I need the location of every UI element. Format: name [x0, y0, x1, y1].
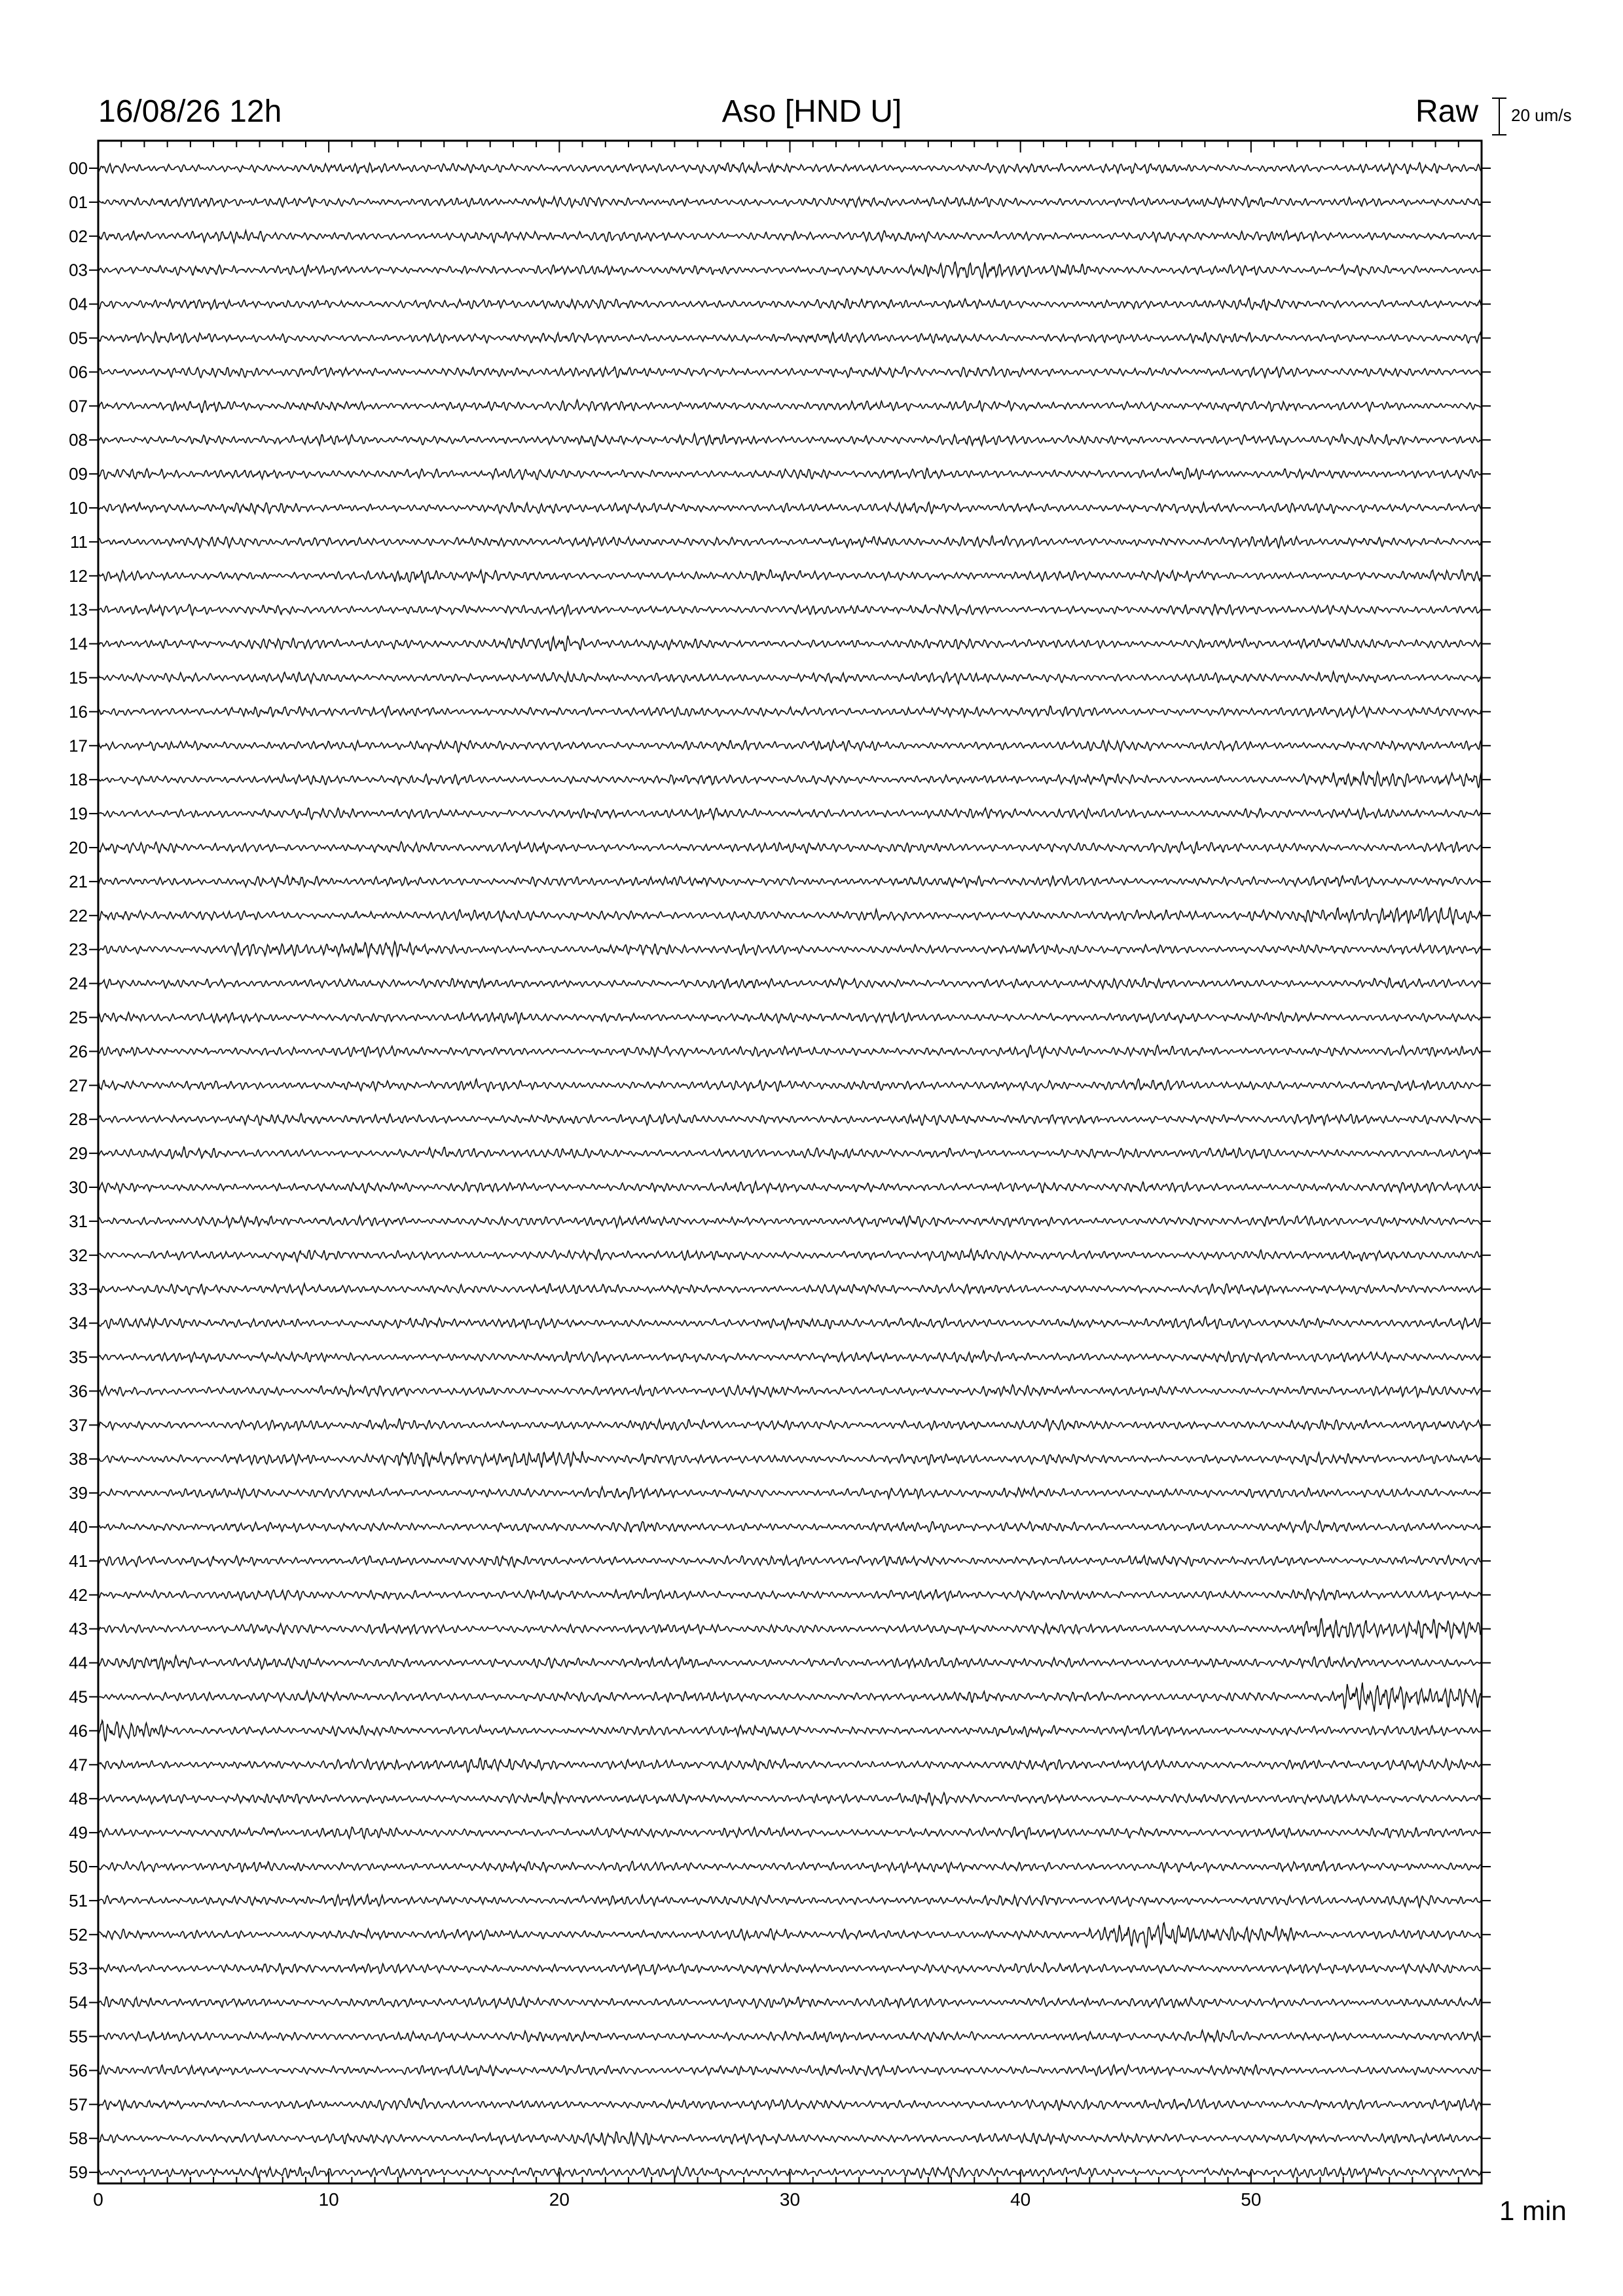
trace-row-00: [98, 162, 1482, 174]
top-axis-ticks: [98, 141, 1482, 152]
trace-row-10: [98, 502, 1482, 513]
row-label: 03: [69, 260, 88, 280]
x-unit-label: 1 min: [1499, 2195, 1567, 2226]
row-label: 37: [69, 1415, 88, 1435]
row-label: 39: [69, 1483, 88, 1503]
x-tick-label: 20: [549, 2189, 570, 2210]
row-label: 54: [69, 1992, 88, 2013]
row-label: 46: [69, 1721, 88, 1741]
trace-row-39: [98, 1487, 1482, 1499]
trace-row-55: [98, 2030, 1482, 2042]
scale-label: 20 um/s: [1511, 105, 1572, 125]
trace-row-30: [98, 1181, 1482, 1193]
mode-title: Raw: [1415, 94, 1478, 129]
trace-row-54: [98, 1997, 1482, 2008]
trace-row-04: [98, 298, 1482, 310]
row-label: 32: [69, 1245, 88, 1265]
row-label: 23: [69, 939, 88, 960]
row-label: 02: [69, 226, 88, 246]
row-label: 43: [69, 1619, 88, 1639]
trace-row-01: [98, 197, 1482, 207]
row-label: 24: [69, 973, 88, 994]
trace-row-23: [98, 942, 1482, 958]
row-label: 58: [69, 2128, 88, 2149]
trace-row-11: [98, 536, 1482, 548]
trace-row-52: [98, 1923, 1482, 1948]
row-label: 20: [69, 838, 88, 857]
trace-row-22: [98, 907, 1482, 924]
trace-row-07: [98, 400, 1482, 412]
trace-row-17: [98, 740, 1482, 753]
trace-row-42: [98, 1588, 1482, 1601]
row-label: 19: [69, 804, 88, 824]
trace-row-44: [98, 1656, 1482, 1670]
row-label: 18: [69, 770, 88, 790]
trace-row-34: [98, 1317, 1482, 1329]
trace-row-12: [98, 570, 1482, 583]
trace-row-20: [98, 842, 1482, 853]
trace-row-56: [98, 2065, 1482, 2076]
row-label: 27: [69, 1075, 88, 1096]
trace-row-16: [98, 706, 1482, 717]
trace-row-43: [98, 1619, 1482, 1638]
row-label: 50: [69, 1857, 88, 1876]
x-tick-label: 40: [1010, 2189, 1031, 2210]
row-label: 44: [69, 1653, 88, 1673]
trace-row-05: [98, 332, 1482, 343]
row-label: 01: [69, 192, 88, 212]
plot-frame: [98, 141, 1482, 2183]
row-label: 55: [69, 2026, 88, 2047]
trace-row-03: [98, 262, 1482, 278]
trace-row-32: [98, 1249, 1482, 1262]
amplitude-scale-bar: [1492, 98, 1506, 135]
trace-row-15: [98, 672, 1482, 684]
row-label: 14: [69, 634, 88, 654]
x-tick-label: 30: [779, 2189, 801, 2210]
row-label: 12: [69, 565, 88, 586]
x-tick-label: 0: [93, 2189, 103, 2210]
row-label: 34: [69, 1313, 88, 1333]
trace-row-58: [98, 2132, 1482, 2145]
trace-row-18: [98, 772, 1482, 788]
row-label: 51: [69, 1890, 88, 1910]
row-label: 28: [69, 1109, 88, 1130]
x-tick-label: 50: [1241, 2189, 1262, 2210]
trace-row-08: [98, 434, 1482, 446]
row-labels: [69, 158, 98, 2182]
row-label: 15: [69, 668, 88, 688]
row-label: 04: [69, 294, 88, 314]
row-label: 00: [69, 158, 88, 178]
bottom-axis-tick-labels: [93, 2189, 1261, 2210]
trace-row-36: [98, 1385, 1482, 1397]
trace-row-09: [98, 468, 1482, 480]
trace-row-48: [98, 1793, 1482, 1805]
row-label: 11: [70, 531, 88, 552]
trace-row-40: [98, 1521, 1482, 1533]
row-label: 31: [69, 1211, 88, 1231]
trace-row-24: [98, 978, 1482, 988]
x-tick-label: 10: [318, 2189, 339, 2210]
trace-row-47: [98, 1758, 1482, 1772]
trace-row-21: [98, 876, 1482, 888]
trace-row-51: [98, 1895, 1482, 1908]
row-label: 53: [69, 1958, 88, 1979]
trace-row-28: [98, 1113, 1482, 1125]
row-label: 38: [69, 1449, 88, 1469]
row-label: 21: [69, 871, 88, 891]
date-hour-title: 16/08/26 12h: [98, 94, 282, 129]
trace-row-06: [98, 367, 1482, 378]
row-label: 10: [69, 498, 88, 518]
row-label: 36: [69, 1381, 88, 1401]
trace-row-41: [98, 1556, 1482, 1568]
row-label: 17: [69, 736, 88, 756]
row-label: 08: [69, 430, 88, 450]
row-label: 40: [69, 1517, 88, 1537]
trace-row-37: [98, 1419, 1482, 1431]
row-label: 30: [69, 1177, 88, 1197]
trace-row-53: [98, 1963, 1482, 1975]
trace-row-14: [98, 636, 1482, 651]
row-label: 42: [69, 1585, 88, 1605]
row-label: 59: [69, 2162, 88, 2183]
trace-row-49: [98, 1827, 1482, 1839]
row-label: 22: [69, 905, 88, 925]
trace-row-25: [98, 1013, 1482, 1024]
row-label: 29: [69, 1143, 88, 1164]
trace-row-50: [98, 1861, 1482, 1873]
bottom-axis-ticks: [98, 2172, 1482, 2183]
row-label: 16: [69, 702, 88, 722]
trace-row-38: [98, 1451, 1482, 1467]
row-label: 33: [69, 1279, 88, 1299]
row-label: 48: [69, 1789, 88, 1809]
row-label: 09: [69, 464, 88, 484]
row-label: 57: [69, 2094, 88, 2115]
trace-row-35: [98, 1351, 1482, 1363]
row-label: 05: [69, 328, 88, 348]
trace-row-33: [98, 1283, 1482, 1295]
trace-row-46: [98, 1721, 1482, 1741]
trace-row-26: [98, 1045, 1482, 1058]
row-label: 49: [69, 1823, 88, 1843]
row-label: 45: [69, 1687, 88, 1707]
row-label: 07: [69, 396, 88, 416]
trace-row-02: [98, 230, 1482, 242]
trace-row-27: [98, 1079, 1482, 1091]
trace-row-29: [98, 1147, 1482, 1158]
trace-row-13: [98, 604, 1482, 615]
row-label: 35: [69, 1347, 88, 1367]
row-label: 06: [69, 362, 88, 382]
trace-row-57: [98, 2098, 1482, 2110]
row-label: 52: [69, 1924, 88, 1945]
row-label: 47: [69, 1755, 88, 1775]
trace-row-19: [98, 808, 1482, 819]
row-label: 56: [69, 2060, 88, 2081]
seismic-traces: [98, 162, 1491, 2178]
trace-row-45: [98, 1683, 1482, 1712]
row-label: 25: [69, 1007, 88, 1028]
trace-row-31: [98, 1216, 1482, 1227]
row-label: 13: [69, 600, 88, 620]
row-label: 41: [69, 1551, 88, 1571]
row-label: 26: [69, 1041, 88, 1062]
station-title: Aso [HND U]: [721, 94, 902, 129]
